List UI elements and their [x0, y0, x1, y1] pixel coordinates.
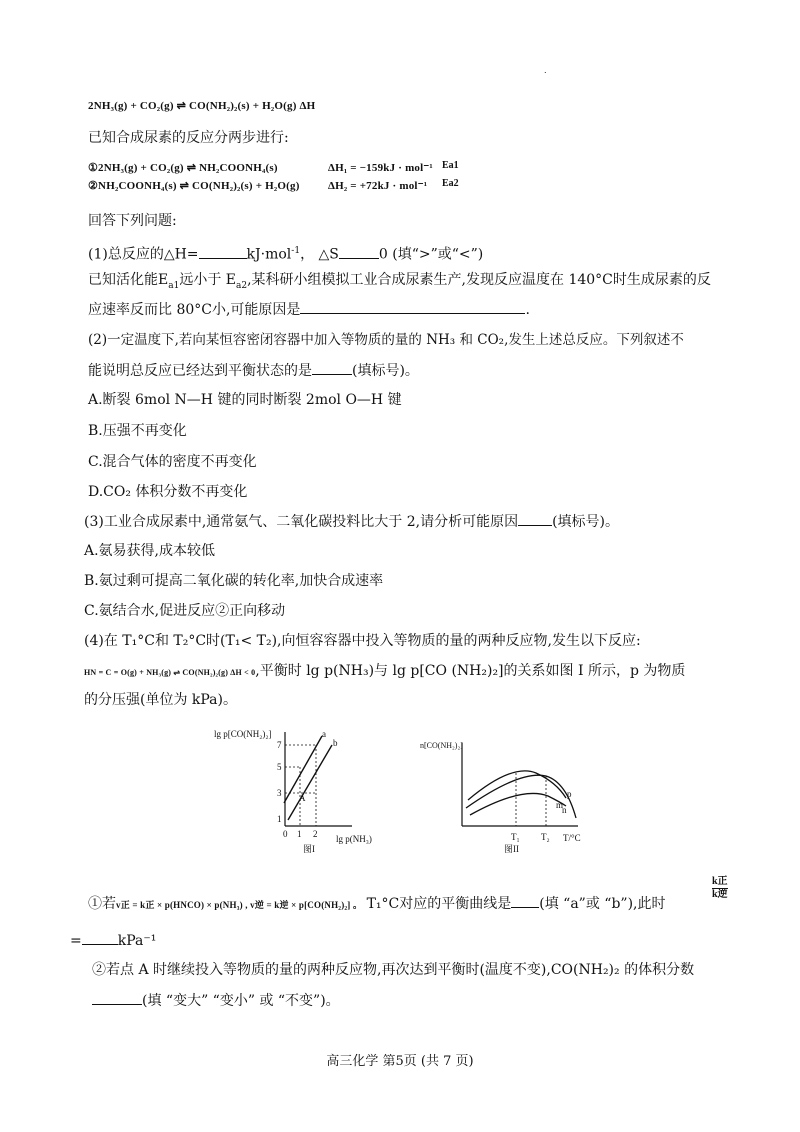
fig1-xtick-1: 1: [297, 829, 302, 839]
fig2-label-m: m: [556, 800, 564, 810]
q4-sub1-line2: = kPa⁻¹: [70, 930, 156, 951]
page-footer: 高三化学 第5页 (共 7 页): [326, 1054, 474, 1069]
fig1-xtick-0: 0: [283, 829, 288, 839]
step2-equation: ②NH₂COONH₄(s) ⇌ CO(NH₂)₂(s) + H₂O(g): [88, 180, 300, 192]
q2-option-c: C.混合气体的密度不再变化: [88, 454, 257, 470]
q3-option-c: C.氨结合水,促进反应②正向移动: [84, 603, 286, 619]
q4-sub2-line2: (填 “变大” “变小” 或 “不变”)。: [92, 990, 340, 1011]
fig2-curve-n: [470, 793, 566, 815]
q1-line2: 已知活化能$E_{a1}$远小于 $E_{a2}$,某科研小组模拟工业合成尿素生产,发现反应温度在 140°C时生成尿素的反: [88, 272, 711, 291]
q3-option-a: A.氨易获得,成本较低: [84, 543, 216, 559]
q1-line3: 应速率反而比 80°C小,可能原因是 .: [88, 299, 530, 320]
q3-option-b: B.氨过剩可提高二氧化碳的转化率,加快合成速率: [84, 573, 384, 589]
fig1-ytick-5: 5: [277, 762, 282, 772]
step1-dh: ΔH₁ = −159kJ · mol⁻¹: [328, 162, 433, 174]
q4-sub1-line1: ①若v正 = k正 × p(HNCO) × p(NH₃) , v逆 = k逆 × p[CO(NH₂)₂] 。 T₁°C对应的平衡曲线是 (填 “a”或 “b”),此时: [88, 893, 665, 915]
fig2-ylabel: n[CO(NH₂)₂]: [420, 741, 463, 750]
fig1-caption: 图I: [303, 844, 315, 854]
q2-option-a: A.断裂 6mol N—H 键的同时断裂 2mol O—H 键: [88, 392, 402, 408]
fig2-curve-p: [466, 775, 576, 818]
fig1-ytick-7: 7: [277, 740, 282, 750]
fig1-ytick-1: 1: [277, 814, 282, 824]
stray-dot: .: [544, 66, 547, 75]
figure-2: [420, 741, 581, 854]
q4-line1: (4)在 T₁°C和 T₂°C时(T₁< T₂),向恒容容器中投入等物质的量的两种反应物,发生以下反应:: [84, 633, 641, 649]
fig1-ylabel: lg p[CO(NH₂)₂]: [214, 729, 272, 739]
intro-text: 已知合成尿素的反应分两步进行:: [88, 130, 289, 146]
q3-stem: (3)工业合成尿素中,通常氨气、二氧化碳投料比大于 2,请分析可能原因 (填标号)。: [84, 511, 619, 532]
q4-line3: 的分压强(单位为 kPa)。: [84, 692, 237, 708]
fig1-label-b: b: [333, 738, 338, 748]
q2-option-b: B.压强不再变化: [88, 423, 187, 439]
q4-fraction: k正 k逆: [712, 876, 728, 900]
fig2-label-n: n: [562, 805, 567, 815]
step2-dh: ΔH₂ = +72kJ · mol⁻¹: [328, 180, 428, 192]
fig2-caption: 图II: [504, 844, 519, 854]
q4-1-blank-curve[interactable]: [511, 893, 539, 908]
step2-ea: Ea2: [442, 178, 459, 189]
q4-line2: HN = C = O(g) + NH₃(g) ⇌ CO(NH₂)₂(g) ΔH < 0,平衡时 lg p(NH₃)与 lg p[CO (NH₂)₂]的关系如图 I 所示，p 为物质: [84, 663, 686, 679]
q2-line1: (2)一定温度下,若向某恒容密闭容器中加入等物质的量的 NH₃ 和 CO₂,发生上述总反应。下列叙述不: [88, 332, 684, 348]
step1-ea: Ea1: [442, 160, 459, 171]
fig1-label-a: a: [322, 729, 326, 739]
fig1-ytick-3: 3: [277, 788, 282, 798]
main-equation: 2NH₃(g) + CO₂(g) ⇌ CO(NH₂)₂(s) + H₂O(g) ΔH: [88, 100, 316, 112]
q4-1-blank-value[interactable]: [82, 930, 118, 945]
fig1-xlabel: lg p(NH₃): [336, 834, 372, 844]
fig1-label-point: A: [299, 793, 306, 803]
fig2-xtick-t2: T₂: [541, 832, 550, 842]
fig2-xlabel: T/°C: [563, 833, 581, 843]
answer-prompt: 回答下列问题:: [88, 213, 177, 229]
q2-option-d: D.CO₂ 体积分数不再变化: [88, 484, 248, 500]
fig1-xtick-2: 2: [313, 829, 318, 839]
fig2-xtick-t1: T₁: [511, 832, 520, 842]
q2-line2: 能说明总反应已经达到平衡状态的是 (填标号)。: [88, 360, 419, 381]
fig2-label-p: p: [567, 789, 572, 799]
q4-2-blank[interactable]: [92, 990, 142, 1005]
figure-1: [214, 729, 372, 854]
q1-line1: (1)总反应的△H= kJ·mol$^{-1}$， △S 0 (填“>”或“<”): [88, 241, 483, 265]
q4-sub2-line1: ②若点 A 时继续投入等物质的量的两种反应物,再次达到平衡时(温度不变),CO(NH₂)₂ 的体积分数: [92, 962, 695, 978]
step1-equation: ①2NH₃(g) + CO₂(g) ⇌ NH₂COONH₄(s): [88, 162, 278, 174]
